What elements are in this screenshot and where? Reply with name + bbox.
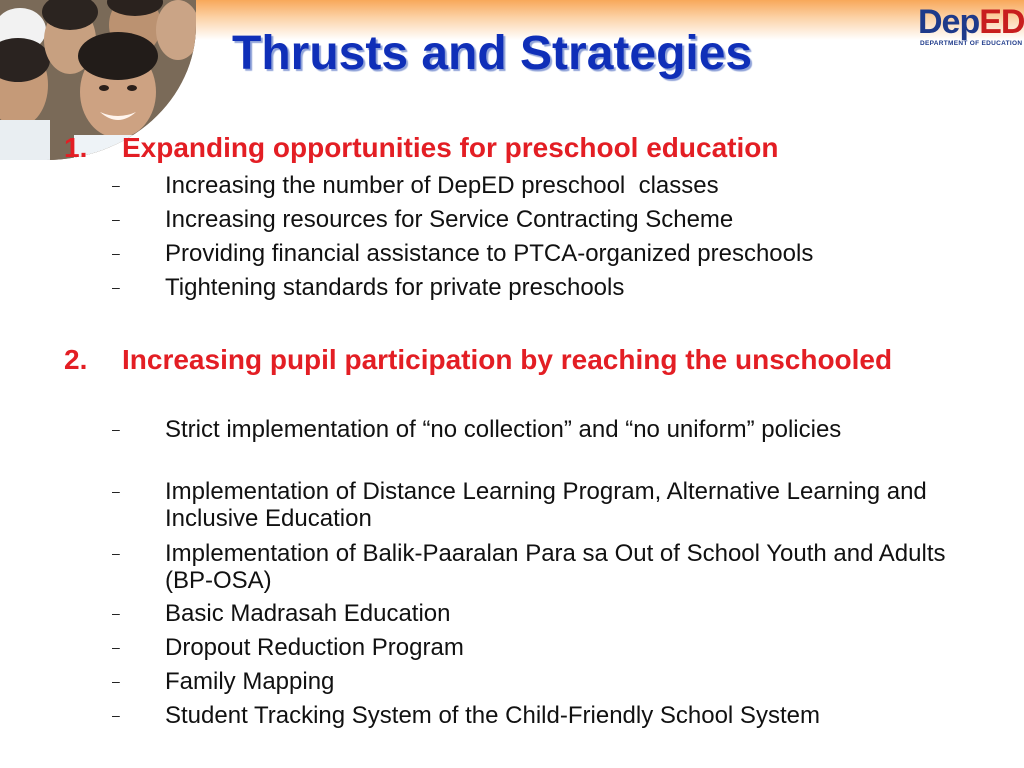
section-heading-text: Expanding opportunities for preschool education bbox=[122, 132, 779, 163]
list-item bbox=[112, 668, 952, 695]
dash-bullet-icon: – bbox=[112, 605, 120, 621]
dash-bullet-icon: – bbox=[112, 211, 120, 227]
list-item bbox=[112, 600, 952, 627]
list-item-text: Strict implementation of “no collection” and “no uniform” policies bbox=[165, 416, 842, 443]
list-item-text: Implementation of Balik-Paaralan Para sa Out of School Youth and Adults (BP-OSA) bbox=[165, 540, 946, 594]
dash-bullet-icon: – bbox=[112, 545, 120, 561]
deped-logo-subtitle: DEPARTMENT OF EDUCATION bbox=[920, 40, 1023, 47]
dash-bullet-icon: – bbox=[112, 245, 120, 261]
dash-bullet-icon: – bbox=[112, 707, 120, 723]
list-item-text: Basic Madrasah Education bbox=[165, 600, 451, 627]
section-number: 2. bbox=[64, 344, 88, 375]
list-item-text: Increasing the number of DepED preschool classes bbox=[165, 172, 719, 199]
list-item-text: Dropout Reduction Program bbox=[165, 634, 464, 661]
section-number: 1. bbox=[64, 132, 88, 163]
list-item bbox=[112, 540, 952, 594]
dash-bullet-icon: – bbox=[112, 177, 120, 193]
list-item bbox=[112, 702, 952, 729]
section-heading bbox=[64, 134, 924, 162]
list-item bbox=[112, 206, 952, 233]
deped-logo-text: DepED bbox=[918, 3, 1024, 41]
dash-bullet-icon: – bbox=[112, 639, 120, 655]
section-heading-text: Increasing pupil participation by reaching the unschooled bbox=[122, 344, 893, 375]
dash-bullet-icon: – bbox=[112, 483, 120, 499]
list-item-text: Tightening standards for private preschools bbox=[165, 274, 625, 301]
dash-bullet-icon: – bbox=[112, 279, 120, 295]
list-item-text: Family Mapping bbox=[165, 668, 335, 695]
list-item-text: Providing financial assistance to PTCA-organized preschools bbox=[165, 240, 814, 267]
deped-logo bbox=[918, 4, 1022, 48]
list-item bbox=[112, 634, 952, 661]
list-item bbox=[112, 172, 952, 199]
dash-bullet-icon: – bbox=[112, 673, 120, 689]
slide-title: Thrusts and Strategies bbox=[232, 27, 753, 80]
list-item-text: Student Tracking System of the Child-Friendly School System bbox=[165, 702, 820, 729]
list-item bbox=[112, 274, 952, 301]
dash-bullet-icon: – bbox=[112, 421, 120, 437]
list-item-text: Increasing resources for Service Contracting Scheme bbox=[165, 206, 734, 233]
list-item bbox=[112, 416, 952, 470]
list-item bbox=[112, 478, 952, 532]
list-item bbox=[112, 240, 952, 267]
list-item-text: Implementation of Distance Learning Program, Alternative Learning and Inclusive Education bbox=[165, 478, 927, 532]
section-heading bbox=[64, 346, 924, 402]
